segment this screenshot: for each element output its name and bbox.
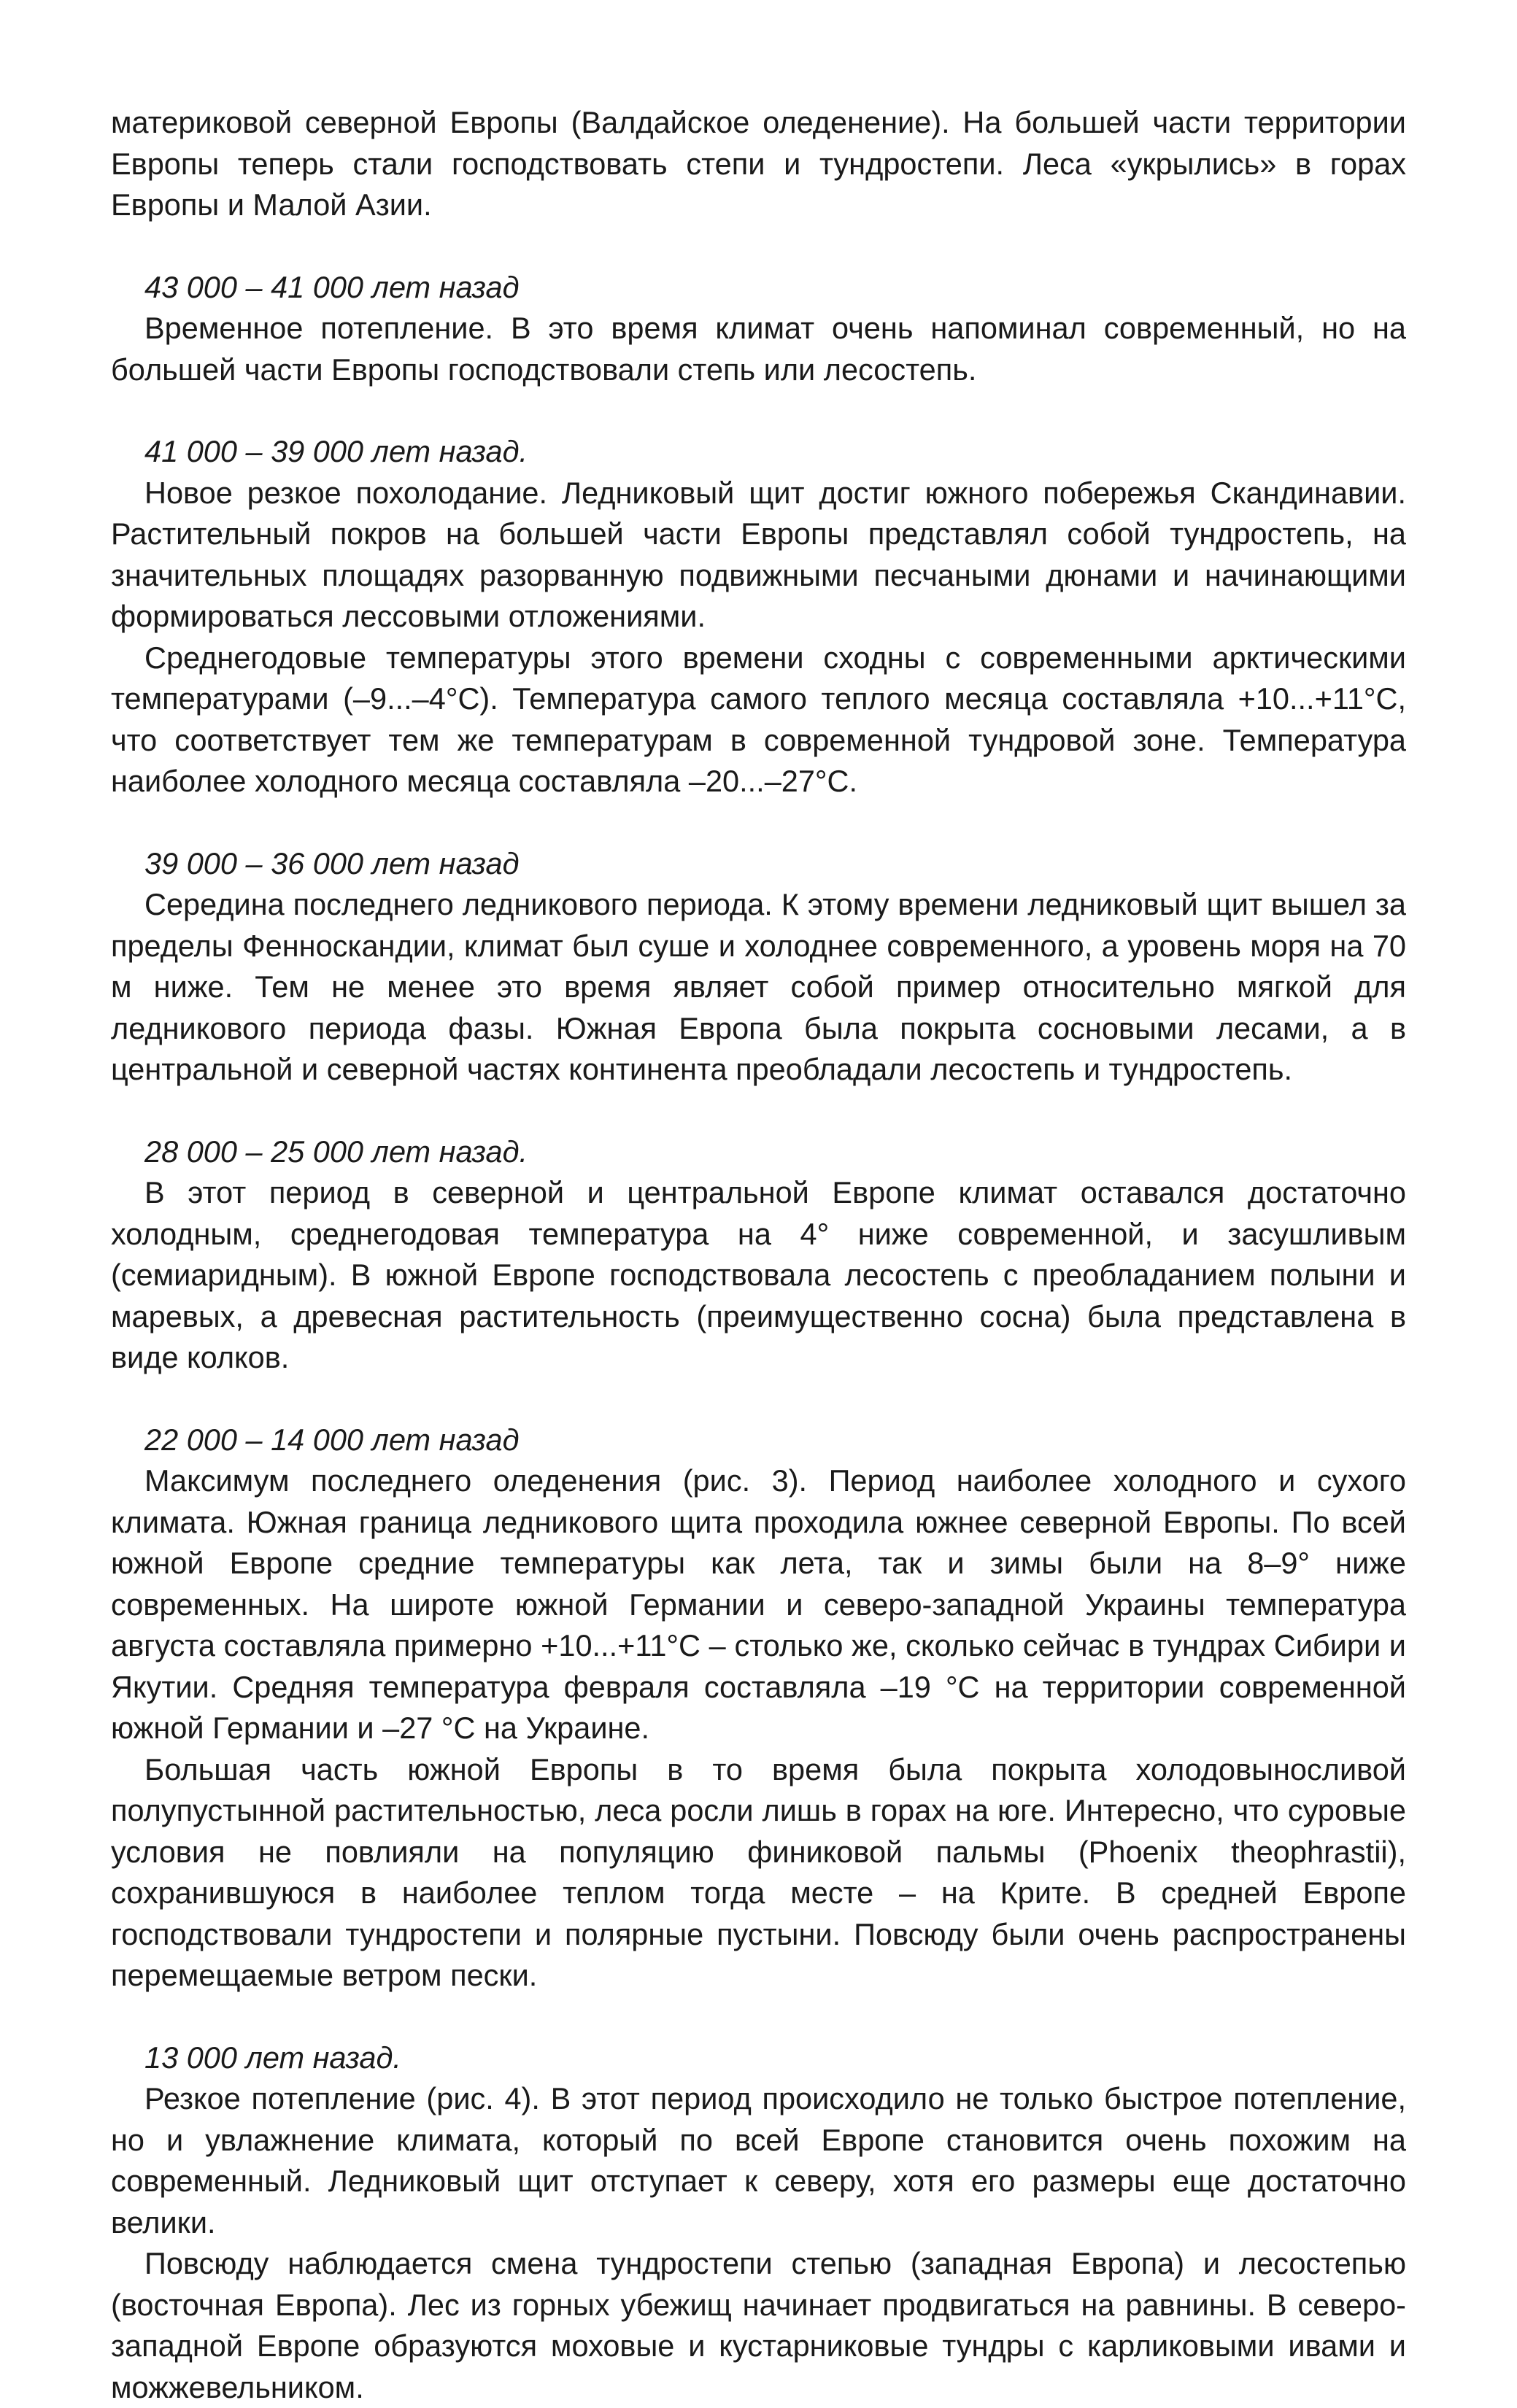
paragraph-arid-28000: В этот период в северной и центральной Европе климат оставался достаточно холодным, среднегодовая температура на 4° ниже современной, и засушливым (семиаридным). В южной Европе господствовала лесостепь с преобладанием полыни и маревых, а древесная растительность (преимущественно сосна) была представлена в виде колков. — [111, 1175, 1406, 1374]
period-heading-28000: 28 000 – 25 000 лет назад. — [144, 1134, 528, 1169]
paragraph-warming-43000: Временное потепление. В это время климат очень напоминал современный, но на большей части Европы господствовали степь или лесостепь. — [111, 311, 1406, 387]
paragraph-cooling-41000: Новое резкое похолодание. Ледниковый щит достиг южного побережья Скандинавии. Растительный покров на большей части Европы представлял собой тундростепь, на значительных площадях разорванную подвижными песчаными дюнами и начинающими формироваться лессовыми отложениями. — [111, 475, 1406, 633]
paragraph-temperatures-41000: Среднегодовые температуры этого времени сходны с современными арктическими температурами (–9...–4°С). Температура самого теплого месяца составляла +10...+11°С, что соответствует тем же температурам в современной тундровой зоне. Температура наиболее холодного месяца составляла –20...–27°С. — [111, 640, 1406, 798]
paragraph-warming-13000: Резкое потепление (рис. 4). В этот период происходило не только быстрое потепление, но и увлажнение климата, который по всей Европе становится очень похожим на современный. Ледниковый щит отступает к северу, хотя его размеры еще достаточно велики. — [111, 2081, 1406, 2239]
period-heading-41000: 41 000 – 39 000 лет назад. — [144, 434, 528, 468]
paragraph-steppe-change-13000: Повсюду наблюдается смена тундростепи степью (западная Европа) и лесостепью (восточная Европа). Лес из горных убежищ начинает продвигаться на равнины. В северо-западной Европе образуются моховые и кустарниковые тундры с карликовыми ивами и можжевельником. — [111, 2246, 1406, 2404]
period-heading-22000: 22 000 – 14 000 лет назад — [144, 1422, 520, 1457]
paragraph-glacial-maximum-22000: Максимум последнего оледенения (рис. 3). Период наиболее холодного и сухого климата. Южная граница ледникового щита проходила южнее северной Европы. По всей южной Европе средние температуры как лета, так и зимы были на 8–9° ниже современных. На широте южной Германии и северо-западной Украины температура августа составляла примерно +10...+11°С – столько же, сколько сейчас в тундрах Сибири и Якутии. Средняя температура февраля составляла –19 °С на территории современной южной Германии и –27 °С на Украине. — [111, 1463, 1406, 1745]
paragraph-vegetation-22000: Большая часть южной Европы в то время была покрыта холодовыносливой полупустынной растительностью, леса росли лишь в горах на юге. Интересно, что суровые условия не повлияли на популяцию финиковой пальмы (Phoenix theophrastii), сохранившуюся в наиболее теплом тогда месте – на Крите. В средней Европе господствовали тундростепи и полярные пустыни. Повсюду были очень распространены перемещаемые ветром пески. — [111, 1751, 1406, 1992]
period-heading-43000: 43 000 – 41 000 лет назад — [144, 269, 520, 304]
period-heading-39000: 39 000 – 36 000 лет назад — [144, 845, 520, 880]
paragraph-mid-glacial-39000: Середина последнего ледникового периода. К этому времени ледниковый щит вышел за пределы Фенноскандии, климат был суше и холоднее современного, а уровень моря на 70 м ниже. Тем не менее это время являет собой пример относительно мягкой для ледникового периода фазы. Южная Европа была покрыта сосновыми лесами, а в центральной и северной частях континента преобладали лесостепь и тундростепь. — [111, 887, 1406, 1086]
document-page — [111, 102, 1406, 2408]
paragraph-valdai-glaciation: материковой северной Европы (Валдайское оледенение). На большей части территории Европы теперь стали господствовать степи и тундростепи. Леса «укрылись» в горах Европы и Малой Азии. — [111, 105, 1406, 222]
period-heading-13000: 13 000 лет назад. — [144, 2040, 401, 2075]
